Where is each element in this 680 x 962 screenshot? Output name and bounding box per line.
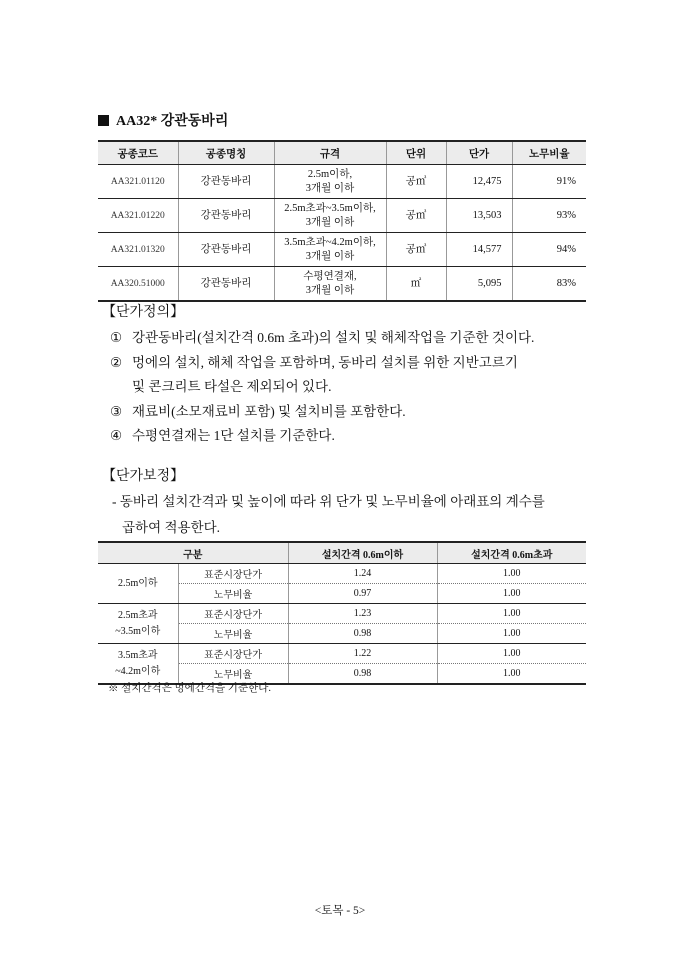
item-cell: 노무비율 bbox=[178, 664, 288, 685]
name-cell: 강관동바리 bbox=[178, 199, 274, 233]
spec-cell: 2.5m초과~3.5m이하, 3개월 이하 bbox=[274, 199, 386, 233]
list-item: ② 멍에의 설치, 해체 작업을 포함하며, 동바리 설치를 위한 지반고르기 bbox=[110, 354, 518, 370]
header-cell: 규격 bbox=[274, 141, 386, 165]
spec-cell: 수평연결재, 3개월 이하 bbox=[274, 267, 386, 302]
item-cell: 노무비율 bbox=[178, 624, 288, 644]
name-cell: 강관동바리 bbox=[178, 165, 274, 199]
ratio-cell: 91% bbox=[512, 165, 586, 199]
section-title bbox=[98, 110, 228, 130]
group-cell: 2.5m초과 ~3.5m이하 bbox=[98, 604, 178, 644]
value-cell: 0.98 bbox=[288, 624, 437, 644]
group-cell: 3.5m초과 ~4.2m이하 bbox=[98, 644, 178, 685]
value-cell: 1.00 bbox=[437, 604, 586, 624]
list-item: ① 강관동바리(설치간격 0.6m 초과)의 설치 및 해체작업을 기준한 것이다. bbox=[110, 330, 535, 345]
unit-cell: 공㎥ bbox=[386, 233, 446, 267]
list-item-continuation: 및 콘크리트 타설은 제외되어 있다. bbox=[132, 379, 332, 394]
price-cell: 5,095 bbox=[446, 267, 512, 302]
value-cell: 1.24 bbox=[288, 564, 437, 584]
value-cell: 1.22 bbox=[288, 644, 437, 664]
definition-heading: 【단가정의】 bbox=[102, 305, 185, 320]
correction-heading: 【단가보정】 bbox=[102, 469, 185, 484]
table-row bbox=[98, 564, 586, 584]
value-cell: 0.98 bbox=[288, 664, 437, 685]
value-cell: 1.00 bbox=[437, 564, 586, 584]
table-row bbox=[98, 233, 586, 267]
unit-cell: 공㎥ bbox=[386, 199, 446, 233]
group-cell: 2.5m이하 bbox=[98, 564, 178, 604]
value-cell: 0.97 bbox=[288, 584, 437, 604]
price-cell: 13,503 bbox=[446, 199, 512, 233]
header-cell: 단가 bbox=[446, 141, 512, 165]
header-cell: 구분 bbox=[98, 542, 288, 564]
table-row bbox=[98, 165, 586, 199]
list-item: ④ 수평연결재는 1단 설치를 기준한다. bbox=[110, 428, 335, 443]
page-number: <토목 - 5> bbox=[314, 905, 366, 917]
footnote: ※ 설치간격은 멍에간격을 기준한다. bbox=[108, 683, 272, 694]
table-header-row bbox=[98, 542, 586, 564]
price-cell: 14,577 bbox=[446, 233, 512, 267]
value-cell: 1.23 bbox=[288, 604, 437, 624]
name-cell: 강관동바리 bbox=[178, 233, 274, 267]
unit-cell: ㎡ bbox=[386, 267, 446, 302]
table-header-row bbox=[98, 141, 586, 165]
unit-cell: 공㎥ bbox=[386, 165, 446, 199]
header-cell: 공종명칭 bbox=[178, 141, 274, 165]
spec-cell: 3.5m초과~4.2m이하, 3개월 이하 bbox=[274, 233, 386, 267]
code-cell: AA320.51000 bbox=[98, 267, 178, 302]
list-item: ③ 재료비(소모재료비 포함) 및 설치비를 포함한다. bbox=[110, 403, 406, 419]
item-cell: 표준시장단가 bbox=[178, 564, 288, 584]
correction-text: - 동바리 설치간격과 및 높이에 따라 위 단가 및 노무비율에 아래표의 계수를 곱하여 적용한다. bbox=[112, 494, 545, 535]
square-bullet-icon bbox=[98, 115, 109, 126]
value-cell: 1.00 bbox=[437, 664, 586, 685]
ratio-cell: 83% bbox=[512, 267, 586, 302]
code-cell: AA321.01320 bbox=[98, 233, 178, 267]
header-cell: 공종코드 bbox=[98, 141, 178, 165]
table-row bbox=[98, 267, 586, 302]
value-cell: 1.00 bbox=[437, 644, 586, 664]
definition-list bbox=[110, 326, 590, 449]
value-cell: 1.00 bbox=[437, 584, 586, 604]
spec-cell: 2.5m이하, 3개월 이하 bbox=[274, 165, 386, 199]
header-cell: 설치간격 0.6m초과 bbox=[437, 542, 586, 564]
header-cell: 설치간격 0.6m이하 bbox=[288, 542, 437, 564]
header-cell: 단위 bbox=[386, 141, 446, 165]
unit-price-table bbox=[98, 140, 586, 302]
code-cell: AA321.01120 bbox=[98, 165, 178, 199]
name-cell: 강관동바리 bbox=[178, 267, 274, 302]
header-cell: 노무비율 bbox=[512, 141, 586, 165]
price-cell: 12,475 bbox=[446, 165, 512, 199]
coefficient-table bbox=[98, 541, 586, 685]
value-cell: 1.00 bbox=[437, 624, 586, 644]
item-cell: 노무비율 bbox=[178, 584, 288, 604]
table-row bbox=[98, 199, 586, 233]
ratio-cell: 94% bbox=[512, 233, 586, 267]
section-title-text: AA32* 강관동바리 bbox=[116, 114, 229, 129]
item-cell: 표준시장단가 bbox=[178, 644, 288, 664]
table-row bbox=[98, 604, 586, 624]
item-cell: 표준시장단가 bbox=[178, 604, 288, 624]
ratio-cell: 93% bbox=[512, 199, 586, 233]
code-cell: AA321.01220 bbox=[98, 199, 178, 233]
table-row bbox=[98, 644, 586, 664]
